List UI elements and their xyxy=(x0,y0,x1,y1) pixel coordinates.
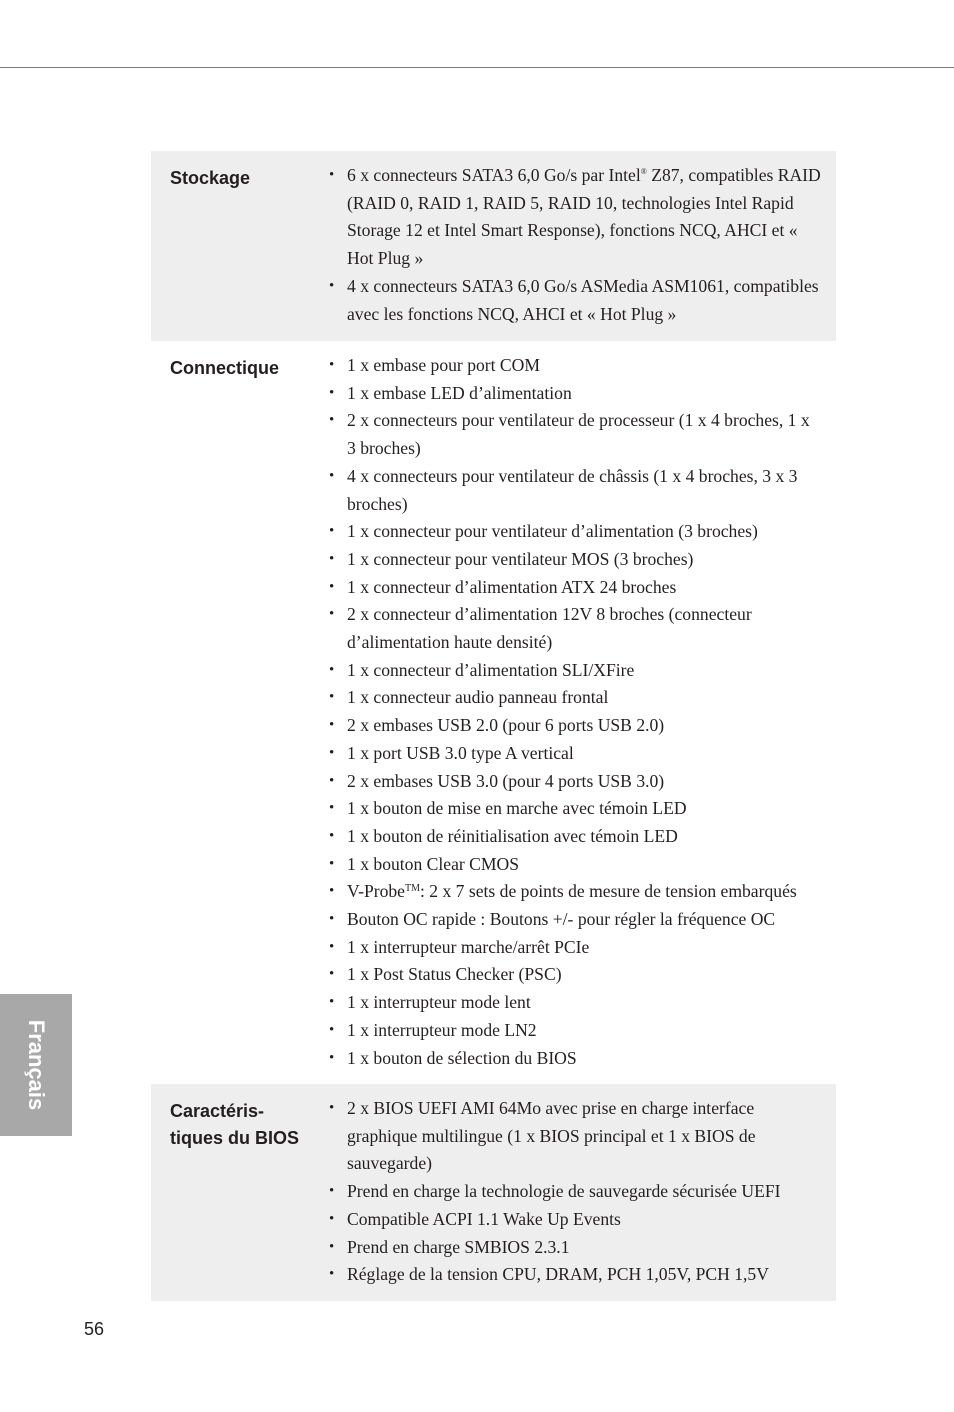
list-item: • Prend en charge SMBIOS 2.3.1 xyxy=(347,1234,822,1262)
item-text: Z87, compatibles RAID (RAID 0, RAID 1, RAID 5, RAID 10, technologies Intel Rapid Storage 12 et Intel Smart Response), fonctions NCQ, AHCI et « Hot Plug » xyxy=(347,165,821,269)
item-text: V-Probe xyxy=(347,881,405,902)
language-tab xyxy=(0,994,72,1136)
list-item: • Prend en charge la technologie de sauvegarde sécurisée UEFI xyxy=(347,1178,822,1206)
section-label-line: Caractéris- xyxy=(170,1101,265,1121)
header-rule xyxy=(0,67,954,68)
section-label-line: Connectique xyxy=(170,358,280,378)
list-item: • 2 x embases USB 3.0 (pour 4 ports USB 3.0) xyxy=(347,768,822,796)
item-text: 6 x connecteurs SATA3 6,0 Go/s par Intel xyxy=(347,165,641,185)
list-item: • 1 x interrupteur marche/arrêt PCIe xyxy=(347,934,822,962)
section-label xyxy=(170,165,320,192)
list-item xyxy=(347,878,822,906)
section-label xyxy=(170,1098,320,1152)
list-item: • 1 x bouton Clear CMOS xyxy=(347,851,822,879)
section-label xyxy=(170,355,320,382)
item-text: : 2 x 7 sets de points de mesure de tension embarqués xyxy=(420,881,797,902)
list-item: • 2 x BIOS UEFI AMI 64Mo avec prise en charge interface graphique multilingue (1 x BIOS principal et 1 x BIOS de sauvegarde) xyxy=(347,1095,822,1178)
list-item: • 1 x connecteur d’alimentation SLI/XFire xyxy=(347,657,822,685)
list-item: • 1 x Post Status Checker (PSC) xyxy=(347,961,822,989)
language-tab-label: Français xyxy=(24,1019,49,1111)
list-item: • 1 x interrupteur mode lent xyxy=(347,989,822,1017)
list-item xyxy=(347,162,822,273)
trademark-mark: TM xyxy=(405,883,420,895)
section-label-line: Stockage xyxy=(170,168,251,188)
list-item: • 2 x connecteur d’alimentation 12V 8 broches (connecteur d’alimentation haute densité) xyxy=(347,601,822,656)
list-item: • Bouton OC rapide : Boutons +/- pour régler la fréquence OC xyxy=(347,906,822,934)
list-item: • 1 x interrupteur mode LN2 xyxy=(347,1017,822,1045)
list-item: • 1 x connecteur pour ventilateur MOS (3 broches) xyxy=(347,546,822,574)
list-item: • 4 x connecteurs pour ventilateur de châssis (1 x 4 broches, 3 x 3 broches) xyxy=(347,463,822,518)
list-item: • 1 x embase LED d’alimentation xyxy=(347,380,822,408)
registered-mark: ® xyxy=(640,167,647,176)
spec-list xyxy=(347,162,822,328)
list-item: • 1 x embase pour port COM xyxy=(347,352,822,380)
list-item: • 1 x bouton de mise en marche avec témoin LED xyxy=(347,795,822,823)
spec-list xyxy=(347,352,822,1072)
list-item: • 4 x connecteurs SATA3 6,0 Go/s ASMedia ASM1061, compatibles avec les fonctions NCQ, AHCI et « Hot Plug » xyxy=(347,273,822,328)
list-item: • Réglage de la tension CPU, DRAM, PCH 1,05V, PCH 1,5V xyxy=(347,1261,822,1289)
page-number: 56 xyxy=(84,1319,105,1339)
list-item: • 1 x connecteur pour ventilateur d’alimentation (3 broches) xyxy=(347,518,822,546)
list-item: • 2 x connecteurs pour ventilateur de processeur (1 x 4 broches, 1 x 3 broches) xyxy=(347,407,822,462)
list-item: • 1 x connecteur d’alimentation ATX 24 broches xyxy=(347,574,822,602)
section-stockage xyxy=(151,151,836,341)
list-item: • 2 x embases USB 2.0 (pour 6 ports USB 2.0) xyxy=(347,712,822,740)
spec-list xyxy=(347,1095,822,1289)
section-label-line: tiques du BIOS xyxy=(170,1128,300,1148)
list-item: • 1 x connecteur audio panneau frontal xyxy=(347,684,822,712)
section-bios xyxy=(151,1084,836,1301)
list-item: • Compatible ACPI 1.1 Wake Up Events xyxy=(347,1206,822,1234)
section-connectique xyxy=(151,341,836,1084)
list-item: • 1 x port USB 3.0 type A vertical xyxy=(347,740,822,768)
list-item: • 1 x bouton de réinitialisation avec témoin LED xyxy=(347,823,822,851)
list-item: • 1 x bouton de sélection du BIOS xyxy=(347,1045,822,1073)
